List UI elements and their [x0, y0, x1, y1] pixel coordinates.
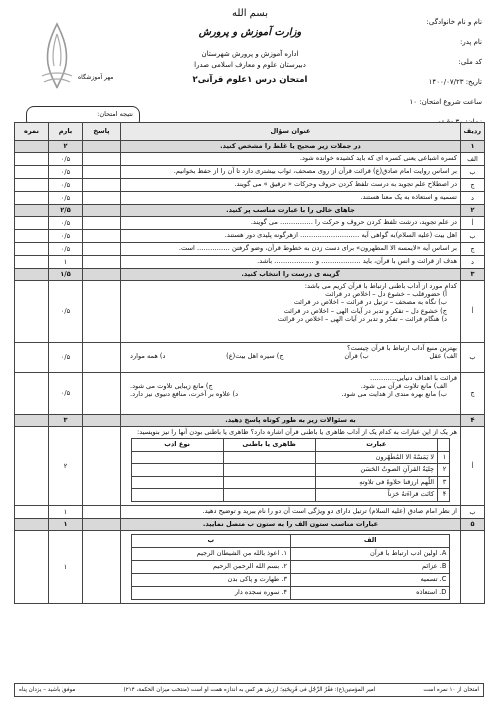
option-b[interactable]: ب) نگاه به مصحف – ترتیل در قرائت – اخلاص در قرائت [293, 298, 447, 307]
exam-result-box: نتیجه امتحان: [26, 106, 140, 128]
answer-cell[interactable] [83, 166, 121, 179]
match-b-item[interactable]: ۲. بسم الله الرحمن الرحیم [131, 560, 290, 573]
answer-cell[interactable] [83, 217, 121, 230]
footer-signature: موفق باشید – یزدان پناه [19, 686, 76, 693]
option-c[interactable]: ج) خشوع دل – تفکر و تدبر در آیات الهی – اخلاص در قرائت [283, 306, 447, 315]
answer-cell[interactable] [83, 427, 121, 506]
answer-cell[interactable] [83, 179, 121, 192]
option-d[interactable]: د) هنگام قرائت – تفکر و تدبر در آیات الهی – اخلاص در قرائت [277, 314, 447, 323]
ministry-logo-icon [32, 20, 82, 92]
question-stem: بهترین منبع آداب ارتباط با قرآن چیست؟ [347, 344, 457, 352]
answer-cell[interactable] [131, 489, 223, 502]
school-name: دبیرستان علوم و معارف اسلامی صدرا [194, 61, 306, 69]
answer-cell[interactable] [131, 476, 223, 489]
question-stem: کدام مورد از آداب باطنی ارتباط با قرآن کریم می باشد: [304, 282, 457, 290]
answer-cell[interactable] [83, 256, 121, 269]
match-a-item[interactable]: A. اولین ادب ارتباط با قرآن [291, 547, 450, 560]
option-a[interactable]: الف) مانع تلاوت قرآن می شود. [360, 382, 447, 391]
question-row: ب بهترین منبع آداب ارتباط با قرآن چیست؟ الف) عقل ب) قرآن ج) سیره اهل بیت(ع) د) همه موارد ۰/۵ [15, 343, 485, 373]
question-row: أ در علم تجوید، درشت تلفظ کردن حروف و حرکت را …………… می گویند. ۰/۵ [15, 217, 485, 230]
answer-cell[interactable] [83, 281, 121, 343]
question-row: ج قرائت با اهداف دنیایی………… الف) مانع تلاوت قرآن می شود. ج) مانع زیبایی تلاوت می شود. ب) مانع بهره مندی از هدایت می شود. د) علاوه بر آخرت، منافع دنیوی نیز دارد. ۰/۵ [15, 373, 485, 415]
department-line: اداره آموزش و پرورش شهرستان [201, 50, 299, 58]
matching-table: الف ب A. اولین ادب ارتباط با قرآن ۱. اعوذ بالله من الشیطان الرجیم B. عزائم ۲. بسم الله الرحمن الرحیم C. تسمیه ۳. طهارت و پاکی بدن D. استعاذه ۴. سوره سجده دار [131, 534, 451, 600]
section-3-header: ۳ گزینه ی درست را انتخاب کنید. ۱/۵ [15, 269, 485, 281]
option-b[interactable]: ب) قرآن [344, 352, 369, 361]
section-2-header: ۲ جاهای خالی را با عبارت مناسب پر کنید. ۲/۵ [15, 205, 485, 217]
match-a-item[interactable]: B. عزائم [291, 560, 450, 573]
match-b-item[interactable]: ۳. طهارت و پاکی بدن [131, 573, 290, 586]
footer-note: امتحان از ۱۰ نمره است [423, 686, 479, 693]
answer-cell[interactable] [83, 373, 121, 415]
bismillah: بسم الله [231, 8, 269, 19]
match-a-item[interactable]: D. استعاذه [291, 586, 450, 599]
option-c[interactable]: ج) سیره اهل بیت(ع) [226, 352, 284, 361]
match-b-item[interactable]: ۴. سوره سجده دار [131, 586, 290, 599]
question-row: ب اهل بیت (علیه السلام)به گواهی آیه ……………………… ازهرگونه پلیدی دور هستند. ۰/۵ [15, 230, 485, 243]
start-time-field: ساعت شروع امتحان: ۱۰ [409, 98, 482, 106]
question-row: أ هر یک از این عبارات به کدام یک از آداب ظاهری یا باطنی قرآن اشاره دارد؟ ظاهری یا باطنی بودن آنها را نیز بنویسید: عبارت ظاهری یا باطنی نوع ادب ۱ لا یَمَسّهُ الا المُطَهّرون ۲ حِلیَةُ القرآنِ الصوتُ الحَسَن ۳ اللّهم ارزقنا حلاوهً فی تلاوتهِ ۴ کانَت قراءَتهُ حَزناً ۲ [15, 427, 485, 506]
section-1-header: ۱ در جملات زیر صحیح یا غلط را مشخص کنید. ۲ [15, 141, 485, 153]
option-a[interactable]: أ) حضورقلب – خشوع دل – اخلاص در قرائت [325, 290, 447, 299]
answer-cell[interactable] [83, 530, 121, 603]
question-row: الف کسره اشباعی یعنی کسره ای که باید کشیده خوانده شود. ۰/۵ [15, 153, 485, 166]
match-a-item[interactable]: C. تسمیه [291, 573, 450, 586]
student-info [352, 12, 482, 132]
exam-table [14, 122, 485, 604]
footer-hadith: امیر المؤمنین(ع): فقْرُ الرِّجُلِ فی قَرِیحَتِهِ؛ ارزش هر کس به اندازه همت او است (منتخب میزان الحکمة، ۲۱۴) [123, 686, 376, 693]
option-b[interactable]: ب) مانع بهره مندی از هدایت می شود. [341, 390, 447, 399]
header-center [155, 8, 345, 86]
question-row: الف ب A. اولین ادب ارتباط با قرآن ۱. اعوذ بالله من الشیطان الرجیم B. عزائم ۲. بسم الله الرحمن الرحیم C. تسمیه ۳. طهارت و پاکی بدن D. استعاذه ۴. سوره سجده دار ۱ [15, 530, 485, 603]
question-row: ج در اصطلاح علم تجوید به درست تلفظ کردن حروف وحرکات « ترقیق » می گویند. ۰/۵ [15, 179, 485, 192]
national-code-field: کد ملی: [458, 58, 482, 66]
father-name-field: نام پدر: [459, 38, 482, 46]
answer-cell[interactable] [83, 243, 121, 256]
question-stem: قرائت با اهداف دنیایی………… [370, 374, 457, 382]
answer-cell[interactable] [131, 451, 223, 464]
option-d[interactable]: د) علاوه بر آخرت، منافع دنیوی نیز دارد. [130, 390, 239, 399]
question-row: ب از نظر امام صادق (علیه السلام) ترتیل دارای دو ویژگی است آن دو را نام ببرید و توضیح دهید. ۱ [15, 505, 485, 518]
answer-cell[interactable] [223, 489, 315, 502]
question-row: د تسمیه و استعاذه به یک معنا هستند. ۰/۵ [15, 192, 485, 205]
exam-footer [14, 683, 484, 697]
answer-cell[interactable] [223, 476, 315, 489]
adab-table: عبارت ظاهری یا باطنی نوع ادب ۱ لا یَمَسّهُ الا المُطَهّرون ۲ حِلیَةُ القرآنِ الصوتُ الحَسَن ۳ اللّهم ارزقنا حلاوهً فی تلاوتهِ ۴ کانَت قراءَتهُ حَزناً [131, 438, 451, 502]
question-row: ج بر اساس آیه «لایمسه الا المطهرون» برای دست زدن به خطوط قرآن، وضو گرفتن …………… است. ۰/۵ [15, 243, 485, 256]
answer-cell[interactable] [83, 153, 121, 166]
ministry-name: وزارت آموزش و پرورش [198, 26, 302, 38]
header-left [14, 14, 144, 118]
answer-cell[interactable] [83, 343, 121, 373]
match-b-item[interactable]: ۱. اعوذ بالله من الشیطان الرجیم [131, 547, 290, 560]
answer-cell[interactable] [223, 451, 315, 464]
table-header: ردیف عنوان سؤال پاسخ بارم نمره [15, 123, 485, 141]
answer-cell[interactable] [83, 505, 121, 518]
question-row: أ کدام مورد از آداب باطنی ارتباط با قرآن کریم می باشد: أ) حضورقلب – خشوع دل – اخلاص در قرائت ب) نگاه به مصحف – ترتیل در قرائت – اخلاص در قرائت ج) خشوع دل – تفکر و تدبر در آیات الهی – اخلاص در قرائت د) هنگام قرائت – تفکر و تدبر در آیات الهی – اخلاص در قرائت ۰/۵ [15, 281, 485, 343]
option-c[interactable]: ج) مانع زیبایی تلاوت می شود. [130, 382, 213, 391]
option-a[interactable]: الف) عقل [429, 352, 457, 361]
option-d[interactable]: د) همه موارد [130, 352, 166, 361]
exam-title: امتحان درس ۱علوم قرآنی۲ [192, 75, 308, 85]
answer-cell[interactable] [131, 464, 223, 477]
answer-cell[interactable] [223, 464, 315, 477]
answer-cell[interactable] [83, 230, 121, 243]
question-stem: هر یک از این عبارات به کدام یک از آداب ظاهری یا باطنی قرآن اشاره دارد؟ ظاهری یا باطنی بودن آنها را نیز بنویسید: [137, 428, 457, 436]
name-field: نام و نام خانوادگی: [426, 18, 482, 26]
section-5-header: ۵ عبارات مناسب ستون الف را به ستون ب متصل نمایید. ۱ [15, 518, 485, 530]
answer-cell[interactable] [83, 192, 121, 205]
question-row: د هدف از قرائت و انس با قرآن، باید ……………… و ……………… باشد. ۱ [15, 256, 485, 269]
question-row: ب بر اساس روایت امام صادق(ع) قرائت قرآن از روی مصحف، ثواب بیشتری دارد تا آن را از حفظ بخوانیم. ۰/۵ [15, 166, 485, 179]
section-4-header: ۴ به سئوالات زیر به طور کوتاه پاسخ دهید. ۳ [15, 415, 485, 427]
school-seal-label: مهر آموزشگاه [78, 74, 114, 81]
date-field: تاریخ: ۱۴۰۰/۰۷/۲۳ [428, 78, 482, 86]
exam-header [0, 0, 496, 118]
